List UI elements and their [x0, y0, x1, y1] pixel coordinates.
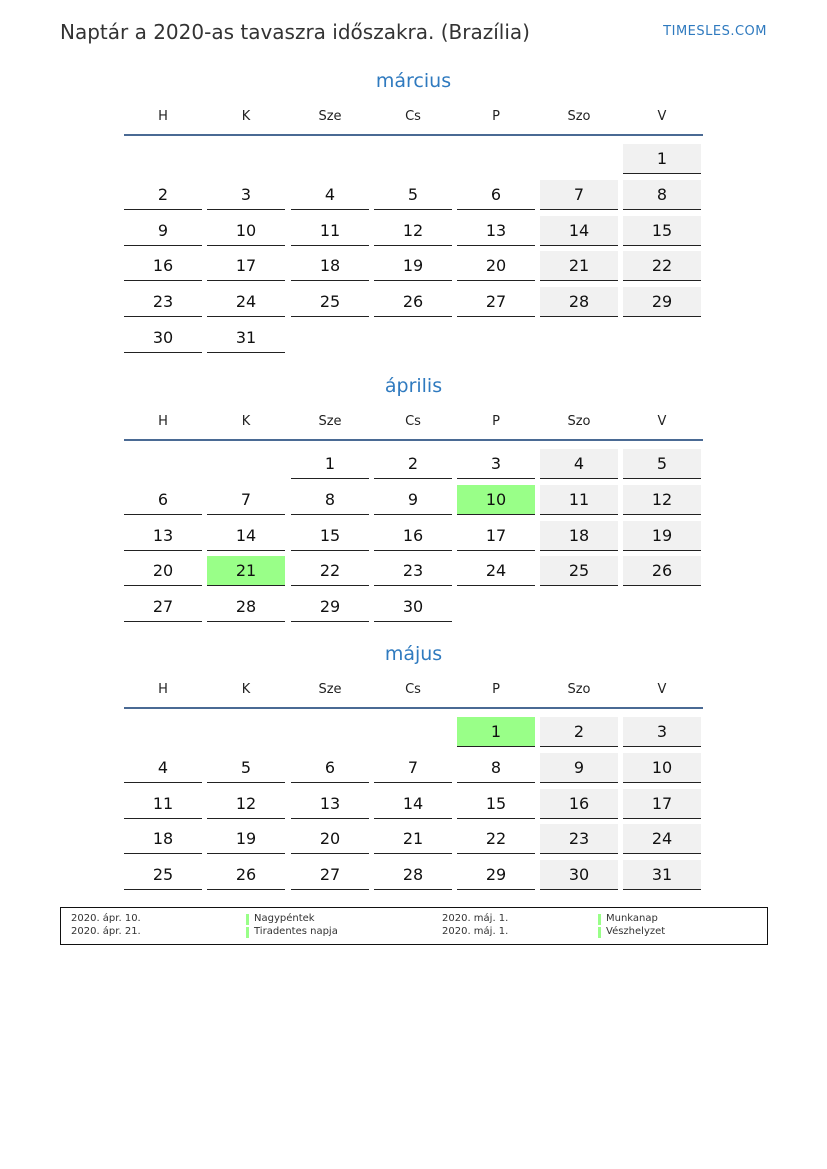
day-cell: 3: [623, 717, 701, 747]
legend-date: 2020. máj. 1.: [442, 926, 509, 937]
weekday-label: Szo: [567, 109, 591, 124]
month-name: március: [375, 70, 452, 92]
site-link[interactable]: TIMESLES.COM: [663, 24, 767, 39]
day-cell: 29: [291, 592, 369, 622]
weekday-header: [124, 682, 703, 709]
day-cell: 26: [623, 556, 701, 586]
day-cell: 28: [374, 860, 452, 890]
weekday-label: P: [492, 682, 500, 697]
day-cell: 18: [124, 824, 202, 854]
page-title: Naptár a 2020-as tavaszra időszakra. (Brazília): [60, 20, 530, 44]
day-cell: 8: [291, 485, 369, 515]
legend-holiday-name: Munkanap: [606, 913, 658, 924]
day-cell: 19: [374, 251, 452, 281]
day-cell: 28: [207, 592, 285, 622]
weekday-label: Sze: [318, 109, 342, 124]
day-cell: 2: [124, 180, 202, 210]
day-cell: 2: [540, 717, 618, 747]
day-cell: 25: [124, 860, 202, 890]
day-cell: 23: [124, 287, 202, 317]
weekday-header: [124, 109, 703, 136]
weekday-header: [124, 414, 703, 441]
day-cell: 10: [457, 485, 535, 515]
day-cell: 8: [457, 753, 535, 783]
day-cell: 20: [457, 251, 535, 281]
day-cell: 9: [540, 753, 618, 783]
day-cell: 13: [124, 521, 202, 551]
day-cell: 16: [124, 251, 202, 281]
weekday-label: V: [657, 682, 667, 697]
weekday-label: Sze: [318, 682, 342, 697]
day-cell: 24: [623, 824, 701, 854]
day-cell: 7: [540, 180, 618, 210]
day-cell: 12: [374, 216, 452, 246]
day-cell: 20: [291, 824, 369, 854]
day-cell: 9: [374, 485, 452, 515]
weekday-label: Szo: [567, 414, 591, 429]
day-cell: 2: [374, 449, 452, 479]
day-cell: 6: [291, 753, 369, 783]
legend-date: 2020. ápr. 21.: [71, 926, 141, 937]
day-cell: 16: [374, 521, 452, 551]
weekday-label: H: [158, 682, 168, 697]
weekday-label: Sze: [318, 414, 342, 429]
weekday-label: Szo: [567, 682, 591, 697]
weekday-label: K: [241, 682, 251, 697]
weekday-label: Cs: [405, 682, 421, 697]
day-cell: 26: [207, 860, 285, 890]
weekday-label: K: [241, 109, 251, 124]
day-cell: 22: [623, 251, 701, 281]
holiday-marker: [246, 927, 249, 938]
day-cell: 11: [540, 485, 618, 515]
day-cell: 3: [207, 180, 285, 210]
day-cell: 13: [291, 789, 369, 819]
day-cell: 12: [623, 485, 701, 515]
day-cell: 4: [291, 180, 369, 210]
day-cell: 27: [457, 287, 535, 317]
day-cell: 21: [540, 251, 618, 281]
day-cell: 8: [623, 180, 701, 210]
day-cell: 19: [207, 824, 285, 854]
day-cell: 30: [540, 860, 618, 890]
day-cell: 18: [540, 521, 618, 551]
legend-date: 2020. ápr. 10.: [71, 913, 141, 924]
day-cell: 12: [207, 789, 285, 819]
day-cell: 22: [457, 824, 535, 854]
legend-date: 2020. máj. 1.: [442, 913, 509, 924]
day-cell: 1: [457, 717, 535, 747]
day-cell: 19: [623, 521, 701, 551]
weekday-label: K: [241, 414, 251, 429]
month-name: április: [384, 375, 443, 397]
day-cell: 17: [623, 789, 701, 819]
day-cell: 29: [623, 287, 701, 317]
day-cell: 6: [124, 485, 202, 515]
day-cell: 5: [207, 753, 285, 783]
day-cell: 10: [623, 753, 701, 783]
holiday-marker: [598, 927, 601, 938]
day-cell: 15: [291, 521, 369, 551]
weekday-label: H: [158, 109, 168, 124]
weekday-label: H: [158, 414, 168, 429]
day-cell: 4: [124, 753, 202, 783]
day-cell: 6: [457, 180, 535, 210]
day-cell: 11: [124, 789, 202, 819]
day-cell: 1: [291, 449, 369, 479]
day-cell: 28: [540, 287, 618, 317]
legend-holiday-name: Tiradentes napja: [254, 926, 338, 937]
day-cell: 3: [457, 449, 535, 479]
day-cell: 29: [457, 860, 535, 890]
day-cell: 17: [207, 251, 285, 281]
day-cell: 16: [540, 789, 618, 819]
day-cell: 14: [540, 216, 618, 246]
weekday-label: V: [657, 109, 667, 124]
weekday-label: P: [492, 414, 500, 429]
legend-holiday-name: Nagypéntek: [254, 913, 315, 924]
weekday-label: V: [657, 414, 667, 429]
day-cell: 22: [291, 556, 369, 586]
day-cell: 30: [374, 592, 452, 622]
day-cell: 31: [207, 323, 285, 353]
day-cell: 11: [291, 216, 369, 246]
day-cell: 15: [457, 789, 535, 819]
day-cell: 23: [374, 556, 452, 586]
legend-holiday-name: Vészhelyzet: [606, 926, 666, 937]
weekday-label: Cs: [405, 414, 421, 429]
day-cell: 27: [124, 592, 202, 622]
day-cell: 24: [207, 287, 285, 317]
day-cell: 31: [623, 860, 701, 890]
day-cell: 30: [124, 323, 202, 353]
day-cell: 21: [374, 824, 452, 854]
weekday-label: Cs: [405, 109, 421, 124]
day-cell: 5: [374, 180, 452, 210]
day-cell: 17: [457, 521, 535, 551]
month-name: május: [384, 643, 443, 665]
day-cell: 1: [623, 144, 701, 174]
day-cell: 27: [291, 860, 369, 890]
day-cell: 14: [374, 789, 452, 819]
weekday-label: P: [492, 109, 500, 124]
day-cell: 14: [207, 521, 285, 551]
day-cell: 5: [623, 449, 701, 479]
day-cell: 20: [124, 556, 202, 586]
day-cell: 21: [207, 556, 285, 586]
day-cell: 15: [623, 216, 701, 246]
holiday-marker: [246, 914, 249, 925]
day-cell: 25: [291, 287, 369, 317]
day-cell: 26: [374, 287, 452, 317]
day-cell: 9: [124, 216, 202, 246]
day-cell: 23: [540, 824, 618, 854]
day-cell: 13: [457, 216, 535, 246]
day-cell: 7: [207, 485, 285, 515]
holiday-legend: [60, 907, 768, 945]
day-cell: 10: [207, 216, 285, 246]
day-cell: 7: [374, 753, 452, 783]
day-cell: 18: [291, 251, 369, 281]
day-cell: 25: [540, 556, 618, 586]
holiday-marker: [598, 914, 601, 925]
day-cell: 4: [540, 449, 618, 479]
day-cell: 24: [457, 556, 535, 586]
